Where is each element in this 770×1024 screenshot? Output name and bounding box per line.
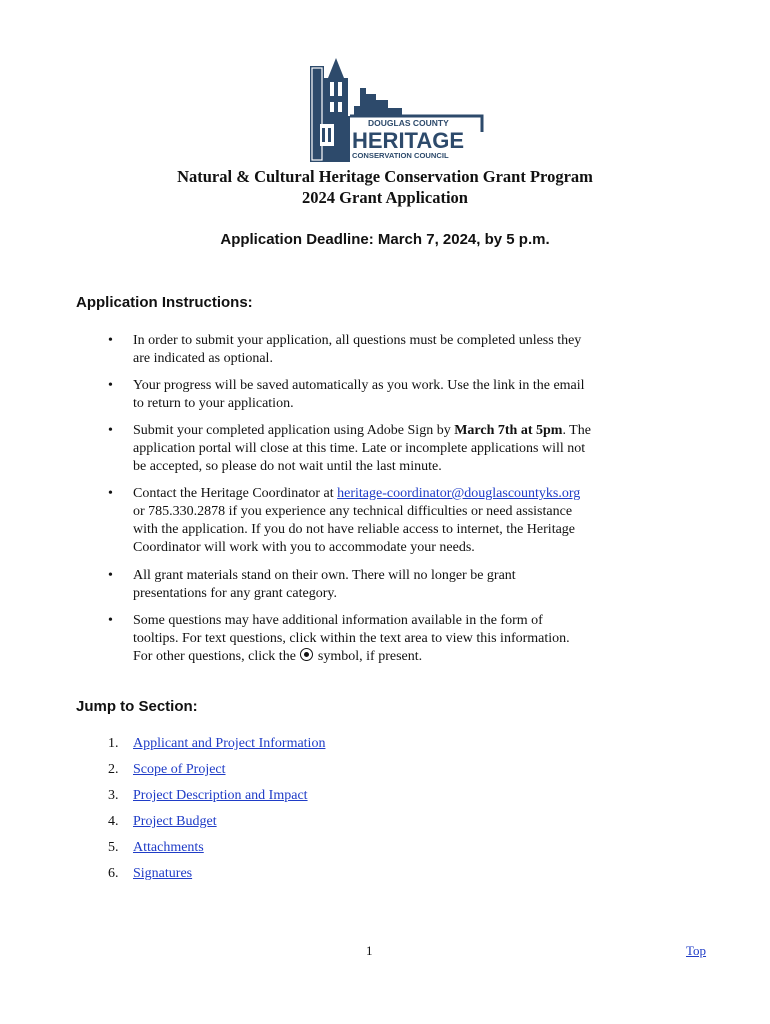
instruction-item: Contact the Heritage Coordinator at heritage-coordinator@douglascountyks.org or 785.330.2878 if you experience any technical difficulties or need assistance with the application. If you do not have reliable access to internet, the Heritage Coordinator will work with you to accommodate your needs.: [133, 486, 581, 555]
instruction-item: Some questions may have additional information available in the form of tooltips. For text questions, click within the text area to view this information. For other questions, click the symbol, if present.: [133, 613, 570, 664]
document-title: Natural & Cultural Heritage Conservation Grant Program: [177, 167, 593, 186]
section-link-signatures[interactable]: Signatures: [133, 866, 193, 881]
section-link-attachments[interactable]: Attachments: [133, 840, 204, 855]
bullet: •: [108, 486, 113, 501]
coordinator-email-link[interactable]: heritage-coordinator@douglascountyks.org: [337, 486, 581, 501]
instruction-item: All grant materials stand on their own. There will no longer be grant presentations for any grant category.: [133, 568, 516, 601]
section-number: 4.: [108, 814, 119, 829]
section-link-description[interactable]: Project Description and Impact: [133, 788, 308, 803]
instruction-item: Your progress will be saved automatically as you work. Use the link in the email to return to your application.: [133, 378, 585, 411]
page-number: 1: [366, 943, 373, 958]
section-number: 5.: [108, 840, 119, 855]
bullet: •: [108, 568, 113, 583]
logo-line-3: CONSERVATION COUNCIL: [352, 151, 449, 160]
bullet: •: [108, 613, 113, 628]
deadline-emphasis: March 7th at 5pm: [454, 423, 563, 438]
logo-line-1: DOUGLAS COUNTY: [368, 118, 449, 128]
jump-heading: Jump to Section:: [76, 698, 198, 715]
section-number: 3.: [108, 788, 119, 803]
top-link[interactable]: Top: [686, 943, 707, 958]
bullet: •: [108, 378, 113, 393]
section-link-scope[interactable]: Scope of Project: [133, 762, 226, 777]
section-link-budget[interactable]: Project Budget: [133, 814, 217, 829]
instructions-heading: Application Instructions:: [76, 294, 253, 311]
bullet: •: [108, 333, 113, 348]
section-number: 6.: [108, 866, 119, 881]
radio-target-icon: [300, 648, 313, 661]
section-number: 1.: [108, 736, 119, 751]
bullet: •: [108, 423, 113, 438]
section-link-applicant[interactable]: Applicant and Project Information: [133, 736, 326, 751]
section-number: 2.: [108, 762, 119, 777]
heritage-council-logo: [306, 58, 486, 162]
application-deadline: Application Deadline: March 7, 2024, by 5 p.m.: [220, 231, 550, 248]
instruction-item: Submit your completed application using Adobe Sign by March 7th at 5pm. The application portal will close at this time. Late or incomplete applications will not be accepted, so please do not wait until the last minute.: [133, 423, 591, 474]
logo-line-2: HERITAGE: [352, 128, 465, 153]
instruction-item: In order to submit your application, all questions must be completed unless they are indicated as optional.: [133, 333, 582, 366]
document-subtitle: 2024 Grant Application: [302, 188, 468, 207]
